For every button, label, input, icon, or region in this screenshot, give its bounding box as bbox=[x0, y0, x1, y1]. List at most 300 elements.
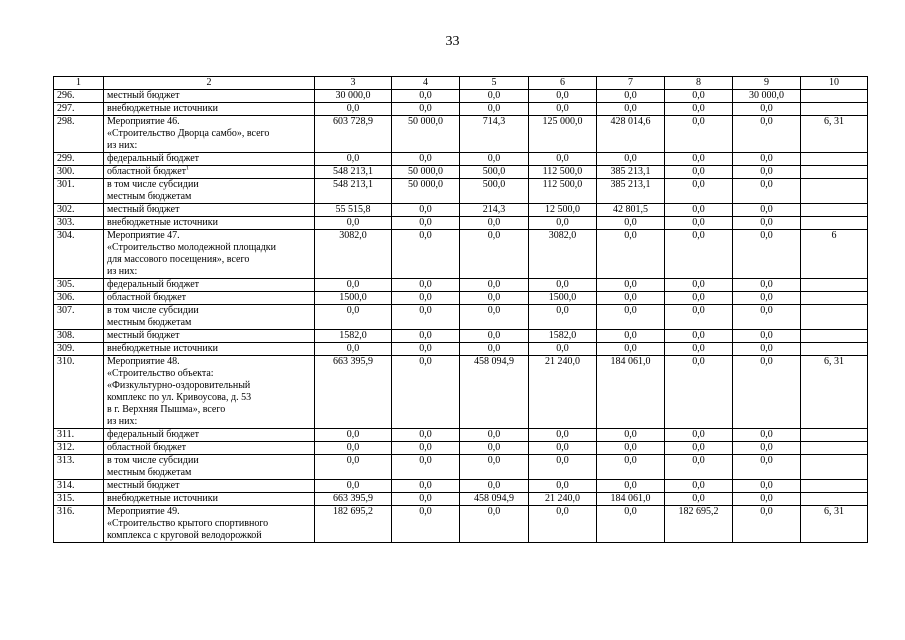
value-cell: 548 213,1 bbox=[315, 179, 392, 204]
value-cell: 0,0 bbox=[460, 103, 529, 116]
row-name-text: из них: bbox=[107, 416, 138, 427]
value-cell: 0,0 bbox=[460, 153, 529, 166]
row-name bbox=[104, 204, 315, 217]
value-cell: 0,0 bbox=[597, 305, 665, 330]
value-cell: 0,0 bbox=[597, 90, 665, 103]
value-cell: 3082,0 bbox=[529, 230, 597, 279]
row-name bbox=[104, 166, 315, 179]
value-cell bbox=[801, 305, 868, 330]
value-cell: 500,0 bbox=[460, 166, 529, 179]
value-cell: 663 395,9 bbox=[315, 493, 392, 506]
row-name-text: федеральный бюджет bbox=[107, 279, 200, 290]
row-number: 303. bbox=[54, 217, 104, 230]
row-name-text: местный бюджет bbox=[107, 480, 180, 491]
table-row bbox=[54, 230, 868, 279]
row-name-text: местным бюджетам bbox=[107, 317, 192, 328]
value-cell: 0,0 bbox=[665, 356, 733, 429]
value-cell: 6, 31 bbox=[801, 356, 868, 429]
value-cell: 0,0 bbox=[460, 330, 529, 343]
value-cell: 0,0 bbox=[460, 305, 529, 330]
value-cell: 0,0 bbox=[460, 480, 529, 493]
value-cell: 0,0 bbox=[315, 455, 392, 480]
value-cell: 0,0 bbox=[597, 480, 665, 493]
row-name-text: областной бюджет bbox=[107, 292, 187, 303]
value-cell: 0,0 bbox=[665, 279, 733, 292]
program-table bbox=[53, 76, 868, 543]
value-cell: 548 213,1 bbox=[315, 166, 392, 179]
value-cell: 0,0 bbox=[460, 455, 529, 480]
value-cell: 112 500,0 bbox=[529, 166, 597, 179]
value-cell: 0,0 bbox=[665, 103, 733, 116]
table-row bbox=[54, 103, 868, 116]
row-name-line bbox=[107, 506, 311, 518]
row-name-line bbox=[107, 116, 311, 128]
row-name-text: из них: bbox=[107, 266, 138, 277]
table-row bbox=[54, 330, 868, 343]
value-cell: 385 213,1 bbox=[597, 166, 665, 179]
value-cell bbox=[801, 330, 868, 343]
row-name bbox=[104, 330, 315, 343]
row-number: 309. bbox=[54, 343, 104, 356]
row-name-text: федеральный бюджет bbox=[107, 153, 200, 164]
value-cell: 0,0 bbox=[733, 204, 801, 217]
value-cell: 0,0 bbox=[665, 493, 733, 506]
row-name-line bbox=[107, 305, 311, 317]
value-cell: 0,0 bbox=[733, 442, 801, 455]
value-cell: 1500,0 bbox=[315, 292, 392, 305]
row-name-line bbox=[107, 380, 311, 392]
value-cell: 0,0 bbox=[597, 343, 665, 356]
value-cell: 0,0 bbox=[529, 506, 597, 543]
row-name-line bbox=[107, 90, 311, 102]
value-cell: 0,0 bbox=[733, 343, 801, 356]
row-name-line bbox=[107, 404, 311, 416]
table-row bbox=[54, 204, 868, 217]
row-name-line bbox=[107, 317, 311, 329]
row-name-line bbox=[107, 266, 311, 278]
row-name-text: федеральный бюджет bbox=[107, 429, 200, 440]
value-cell: 0,0 bbox=[392, 153, 460, 166]
value-cell: 0,0 bbox=[460, 506, 529, 543]
value-cell: 0,0 bbox=[460, 442, 529, 455]
row-number: 315. bbox=[54, 493, 104, 506]
row-name-text: из них: bbox=[107, 140, 138, 151]
value-cell: 714,3 bbox=[460, 116, 529, 153]
value-cell: 428 014,6 bbox=[597, 116, 665, 153]
value-cell: 0,0 bbox=[529, 305, 597, 330]
value-cell: 0,0 bbox=[392, 480, 460, 493]
value-cell: 0,0 bbox=[665, 230, 733, 279]
value-cell: 50 000,0 bbox=[392, 116, 460, 153]
row-name-line bbox=[107, 356, 311, 368]
row-name-line bbox=[107, 416, 311, 428]
row-name-text: в том числе субсидии bbox=[107, 305, 199, 316]
value-cell bbox=[801, 480, 868, 493]
row-name bbox=[104, 179, 315, 204]
row-name-text: местный бюджет bbox=[107, 330, 180, 341]
value-cell: 0,0 bbox=[529, 103, 597, 116]
row-name-text: «Строительство объекта: bbox=[107, 368, 214, 379]
table-row bbox=[54, 217, 868, 230]
value-cell: 0,0 bbox=[392, 292, 460, 305]
row-name bbox=[104, 217, 315, 230]
table-row bbox=[54, 442, 868, 455]
value-cell: 182 695,2 bbox=[665, 506, 733, 543]
value-cell: 458 094,9 bbox=[460, 493, 529, 506]
row-name-line bbox=[107, 191, 311, 203]
row-name-text: областной бюджет bbox=[107, 442, 187, 453]
row-name-text: Мероприятие 47. bbox=[107, 230, 180, 241]
row-name bbox=[104, 305, 315, 330]
value-cell: 1582,0 bbox=[529, 330, 597, 343]
row-name-line bbox=[107, 392, 311, 404]
value-cell bbox=[801, 429, 868, 442]
value-cell: 30 000,0 bbox=[315, 90, 392, 103]
row-name-text: Мероприятие 48. bbox=[107, 356, 180, 367]
row-name bbox=[104, 279, 315, 292]
value-cell: 0,0 bbox=[733, 166, 801, 179]
row-name-line bbox=[107, 128, 311, 140]
column-header: 3 bbox=[315, 77, 392, 90]
value-cell: 184 061,0 bbox=[597, 493, 665, 506]
row-name-text: местный бюджет bbox=[107, 204, 180, 215]
row-number: 300. bbox=[54, 166, 104, 179]
value-cell: 0,0 bbox=[665, 455, 733, 480]
row-number: 302. bbox=[54, 204, 104, 217]
row-name bbox=[104, 356, 315, 429]
row-name-line bbox=[107, 217, 311, 229]
value-cell bbox=[801, 442, 868, 455]
value-cell: 0,0 bbox=[733, 292, 801, 305]
value-cell: 0,0 bbox=[315, 217, 392, 230]
value-cell: 0,0 bbox=[597, 217, 665, 230]
value-cell: 0,0 bbox=[665, 153, 733, 166]
table-row bbox=[54, 343, 868, 356]
value-cell: 0,0 bbox=[733, 305, 801, 330]
value-cell: 0,0 bbox=[315, 343, 392, 356]
value-cell: 0,0 bbox=[460, 90, 529, 103]
value-cell: 50 000,0 bbox=[392, 179, 460, 204]
value-cell: 0,0 bbox=[665, 116, 733, 153]
row-name-text: комплекса с круговой велодорожкой bbox=[107, 530, 262, 541]
value-cell: 0,0 bbox=[733, 506, 801, 543]
column-header: 7 bbox=[597, 77, 665, 90]
value-cell: 663 395,9 bbox=[315, 356, 392, 429]
row-name-line bbox=[107, 179, 311, 191]
value-cell: 0,0 bbox=[460, 217, 529, 230]
value-cell: 112 500,0 bbox=[529, 179, 597, 204]
value-cell: 0,0 bbox=[733, 153, 801, 166]
value-cell bbox=[801, 90, 868, 103]
table-row bbox=[54, 429, 868, 442]
value-cell: 0,0 bbox=[597, 506, 665, 543]
value-cell: 6, 31 bbox=[801, 116, 868, 153]
value-cell: 0,0 bbox=[315, 103, 392, 116]
row-number: 313. bbox=[54, 455, 104, 480]
row-name bbox=[104, 480, 315, 493]
row-name-text: внебюджетные источники bbox=[107, 103, 218, 114]
value-cell: 0,0 bbox=[733, 279, 801, 292]
value-cell: 0,0 bbox=[665, 166, 733, 179]
value-cell: 0,0 bbox=[460, 343, 529, 356]
row-name-text: в том числе субсидии bbox=[107, 455, 199, 466]
column-header: 1 bbox=[54, 77, 104, 90]
row-name-text: местным бюджетам bbox=[107, 467, 192, 478]
row-name-line bbox=[107, 140, 311, 152]
row-number: 308. bbox=[54, 330, 104, 343]
value-cell: 0,0 bbox=[665, 305, 733, 330]
value-cell: 12 500,0 bbox=[529, 204, 597, 217]
value-cell: 0,0 bbox=[529, 429, 597, 442]
page-number: 33 bbox=[445, 34, 460, 49]
value-cell bbox=[801, 493, 868, 506]
value-cell: 0,0 bbox=[460, 230, 529, 279]
row-name-line bbox=[107, 103, 311, 115]
row-number: 306. bbox=[54, 292, 104, 305]
row-name-text: местным бюджетам bbox=[107, 191, 192, 202]
value-cell bbox=[801, 179, 868, 204]
row-number: 296. bbox=[54, 90, 104, 103]
value-cell: 0,0 bbox=[529, 442, 597, 455]
value-cell: 0,0 bbox=[315, 279, 392, 292]
column-header: 2 bbox=[104, 77, 315, 90]
column-header: 9 bbox=[733, 77, 801, 90]
column-header: 5 bbox=[460, 77, 529, 90]
table-row bbox=[54, 166, 868, 179]
table-row bbox=[54, 153, 868, 166]
table-row bbox=[54, 90, 868, 103]
value-cell: 0,0 bbox=[733, 429, 801, 442]
value-cell: 0,0 bbox=[665, 292, 733, 305]
value-cell: 0,0 bbox=[392, 90, 460, 103]
value-cell: 0,0 bbox=[597, 330, 665, 343]
value-cell: 6, 31 bbox=[801, 506, 868, 543]
row-name bbox=[104, 230, 315, 279]
row-name bbox=[104, 493, 315, 506]
value-cell: 0,0 bbox=[733, 330, 801, 343]
value-cell: 0,0 bbox=[733, 116, 801, 153]
row-number: 297. bbox=[54, 103, 104, 116]
row-number: 314. bbox=[54, 480, 104, 493]
value-cell: 21 240,0 bbox=[529, 493, 597, 506]
value-cell: 0,0 bbox=[529, 153, 597, 166]
value-cell: 0,0 bbox=[529, 480, 597, 493]
column-header: 4 bbox=[392, 77, 460, 90]
row-name-line bbox=[107, 330, 311, 342]
table-row bbox=[54, 179, 868, 204]
value-cell: 0,0 bbox=[529, 343, 597, 356]
row-name-text: комплекс по ул. Кривоусова, д. 53 bbox=[107, 392, 252, 403]
row-name-text: «Строительство Дворца самбо», всего bbox=[107, 128, 270, 139]
table-row bbox=[54, 493, 868, 506]
row-name-line bbox=[107, 480, 311, 492]
value-cell: 182 695,2 bbox=[315, 506, 392, 543]
row-name-text: Мероприятие 46. bbox=[107, 116, 180, 127]
row-name bbox=[104, 455, 315, 480]
value-cell: 0,0 bbox=[733, 480, 801, 493]
value-cell: 0,0 bbox=[392, 103, 460, 116]
value-cell: 30 000,0 bbox=[733, 90, 801, 103]
value-cell: 214,3 bbox=[460, 204, 529, 217]
row-name bbox=[104, 153, 315, 166]
row-name-text: внебюджетные источники bbox=[107, 343, 218, 354]
value-cell: 0,0 bbox=[392, 442, 460, 455]
table-row bbox=[54, 292, 868, 305]
value-cell bbox=[801, 204, 868, 217]
value-cell: 0,0 bbox=[665, 179, 733, 204]
value-cell: 0,0 bbox=[315, 480, 392, 493]
value-cell: 0,0 bbox=[665, 343, 733, 356]
value-cell: 0,0 bbox=[392, 343, 460, 356]
value-cell: 0,0 bbox=[597, 455, 665, 480]
row-name bbox=[104, 292, 315, 305]
row-name bbox=[104, 506, 315, 543]
value-cell: 50 000,0 bbox=[392, 166, 460, 179]
row-number: 298. bbox=[54, 116, 104, 153]
value-cell: 1500,0 bbox=[529, 292, 597, 305]
value-cell: 0,0 bbox=[392, 493, 460, 506]
row-name-line bbox=[107, 166, 311, 178]
value-cell bbox=[801, 153, 868, 166]
table-header-row bbox=[54, 77, 868, 90]
value-cell: 385 213,1 bbox=[597, 179, 665, 204]
value-cell: 0,0 bbox=[597, 292, 665, 305]
value-cell: 0,0 bbox=[392, 305, 460, 330]
row-name-text: «Строительство крытого спортивного bbox=[107, 518, 269, 529]
row-name-text: местный бюджет bbox=[107, 90, 180, 101]
table-row bbox=[54, 356, 868, 429]
value-cell bbox=[801, 217, 868, 230]
value-cell: 1582,0 bbox=[315, 330, 392, 343]
value-cell: 0,0 bbox=[392, 330, 460, 343]
row-number: 301. bbox=[54, 179, 104, 204]
value-cell: 0,0 bbox=[392, 279, 460, 292]
value-cell: 0,0 bbox=[392, 217, 460, 230]
value-cell: 0,0 bbox=[529, 279, 597, 292]
value-cell bbox=[801, 455, 868, 480]
column-header: 8 bbox=[665, 77, 733, 90]
value-cell: 0,0 bbox=[733, 356, 801, 429]
value-cell: 0,0 bbox=[733, 179, 801, 204]
value-cell: 0,0 bbox=[597, 279, 665, 292]
row-name-line bbox=[107, 242, 311, 254]
value-cell: 0,0 bbox=[597, 153, 665, 166]
value-cell: 0,0 bbox=[392, 429, 460, 442]
table-row bbox=[54, 455, 868, 480]
value-cell: 500,0 bbox=[460, 179, 529, 204]
row-name bbox=[104, 103, 315, 116]
column-header: 6 bbox=[529, 77, 597, 90]
row-name-line bbox=[107, 530, 311, 542]
row-name-line bbox=[107, 204, 311, 216]
value-cell: 42 801,5 bbox=[597, 204, 665, 217]
table-row bbox=[54, 506, 868, 543]
table-row bbox=[54, 305, 868, 330]
value-cell: 0,0 bbox=[392, 230, 460, 279]
value-cell: 125 000,0 bbox=[529, 116, 597, 153]
value-cell: 0,0 bbox=[597, 442, 665, 455]
row-name bbox=[104, 429, 315, 442]
value-cell: 0,0 bbox=[665, 480, 733, 493]
row-name bbox=[104, 90, 315, 103]
value-cell: 6 bbox=[801, 230, 868, 279]
row-number: 299. bbox=[54, 153, 104, 166]
value-cell: 458 094,9 bbox=[460, 356, 529, 429]
table-row bbox=[54, 116, 868, 153]
value-cell: 0,0 bbox=[733, 217, 801, 230]
row-name-line bbox=[107, 343, 311, 355]
footnote-marker: 1 bbox=[186, 165, 190, 172]
value-cell: 0,0 bbox=[460, 429, 529, 442]
row-number: 312. bbox=[54, 442, 104, 455]
value-cell: 0,0 bbox=[665, 204, 733, 217]
value-cell bbox=[801, 103, 868, 116]
row-number: 304. bbox=[54, 230, 104, 279]
table-row bbox=[54, 480, 868, 493]
row-number: 307. bbox=[54, 305, 104, 330]
value-cell: 0,0 bbox=[315, 305, 392, 330]
row-number: 316. bbox=[54, 506, 104, 543]
value-cell: 0,0 bbox=[392, 204, 460, 217]
row-name-line bbox=[107, 368, 311, 380]
value-cell: 0,0 bbox=[665, 442, 733, 455]
row-name-text: Мероприятие 49. bbox=[107, 506, 180, 517]
value-cell: 0,0 bbox=[733, 103, 801, 116]
value-cell bbox=[801, 166, 868, 179]
value-cell: 0,0 bbox=[315, 429, 392, 442]
row-number: 305. bbox=[54, 279, 104, 292]
row-name-line bbox=[107, 429, 311, 441]
value-cell: 0,0 bbox=[733, 230, 801, 279]
row-name-text: для массового посещения», всего bbox=[107, 254, 250, 265]
value-cell: 0,0 bbox=[460, 279, 529, 292]
row-number: 311. bbox=[54, 429, 104, 442]
row-name bbox=[104, 116, 315, 153]
value-cell: 0,0 bbox=[315, 153, 392, 166]
value-cell: 0,0 bbox=[392, 455, 460, 480]
row-name-line bbox=[107, 292, 311, 304]
value-cell: 0,0 bbox=[733, 493, 801, 506]
value-cell: 0,0 bbox=[597, 230, 665, 279]
row-number: 310. bbox=[54, 356, 104, 429]
value-cell: 55 515,8 bbox=[315, 204, 392, 217]
value-cell: 0,0 bbox=[597, 103, 665, 116]
value-cell: 0,0 bbox=[315, 442, 392, 455]
value-cell: 21 240,0 bbox=[529, 356, 597, 429]
table-body bbox=[54, 90, 868, 543]
value-cell: 0,0 bbox=[460, 292, 529, 305]
row-name-line bbox=[107, 279, 311, 291]
row-name-line bbox=[107, 442, 311, 454]
row-name bbox=[104, 442, 315, 455]
value-cell: 603 728,9 bbox=[315, 116, 392, 153]
value-cell: 0,0 bbox=[665, 429, 733, 442]
row-name-text: областной бюджет bbox=[107, 166, 187, 177]
row-name-line bbox=[107, 518, 311, 530]
row-name-line bbox=[107, 254, 311, 266]
value-cell bbox=[801, 343, 868, 356]
value-cell: 0,0 bbox=[529, 455, 597, 480]
value-cell: 3082,0 bbox=[315, 230, 392, 279]
row-name-line bbox=[107, 467, 311, 479]
row-name-text: внебюджетные источники bbox=[107, 217, 218, 228]
row-name-text: внебюджетные источники bbox=[107, 493, 218, 504]
column-header: 10 bbox=[801, 77, 868, 90]
row-name-text: «Физкультурно-оздоровительный bbox=[107, 380, 251, 391]
value-cell: 0,0 bbox=[392, 356, 460, 429]
row-name-line bbox=[107, 153, 311, 165]
value-cell: 0,0 bbox=[529, 217, 597, 230]
